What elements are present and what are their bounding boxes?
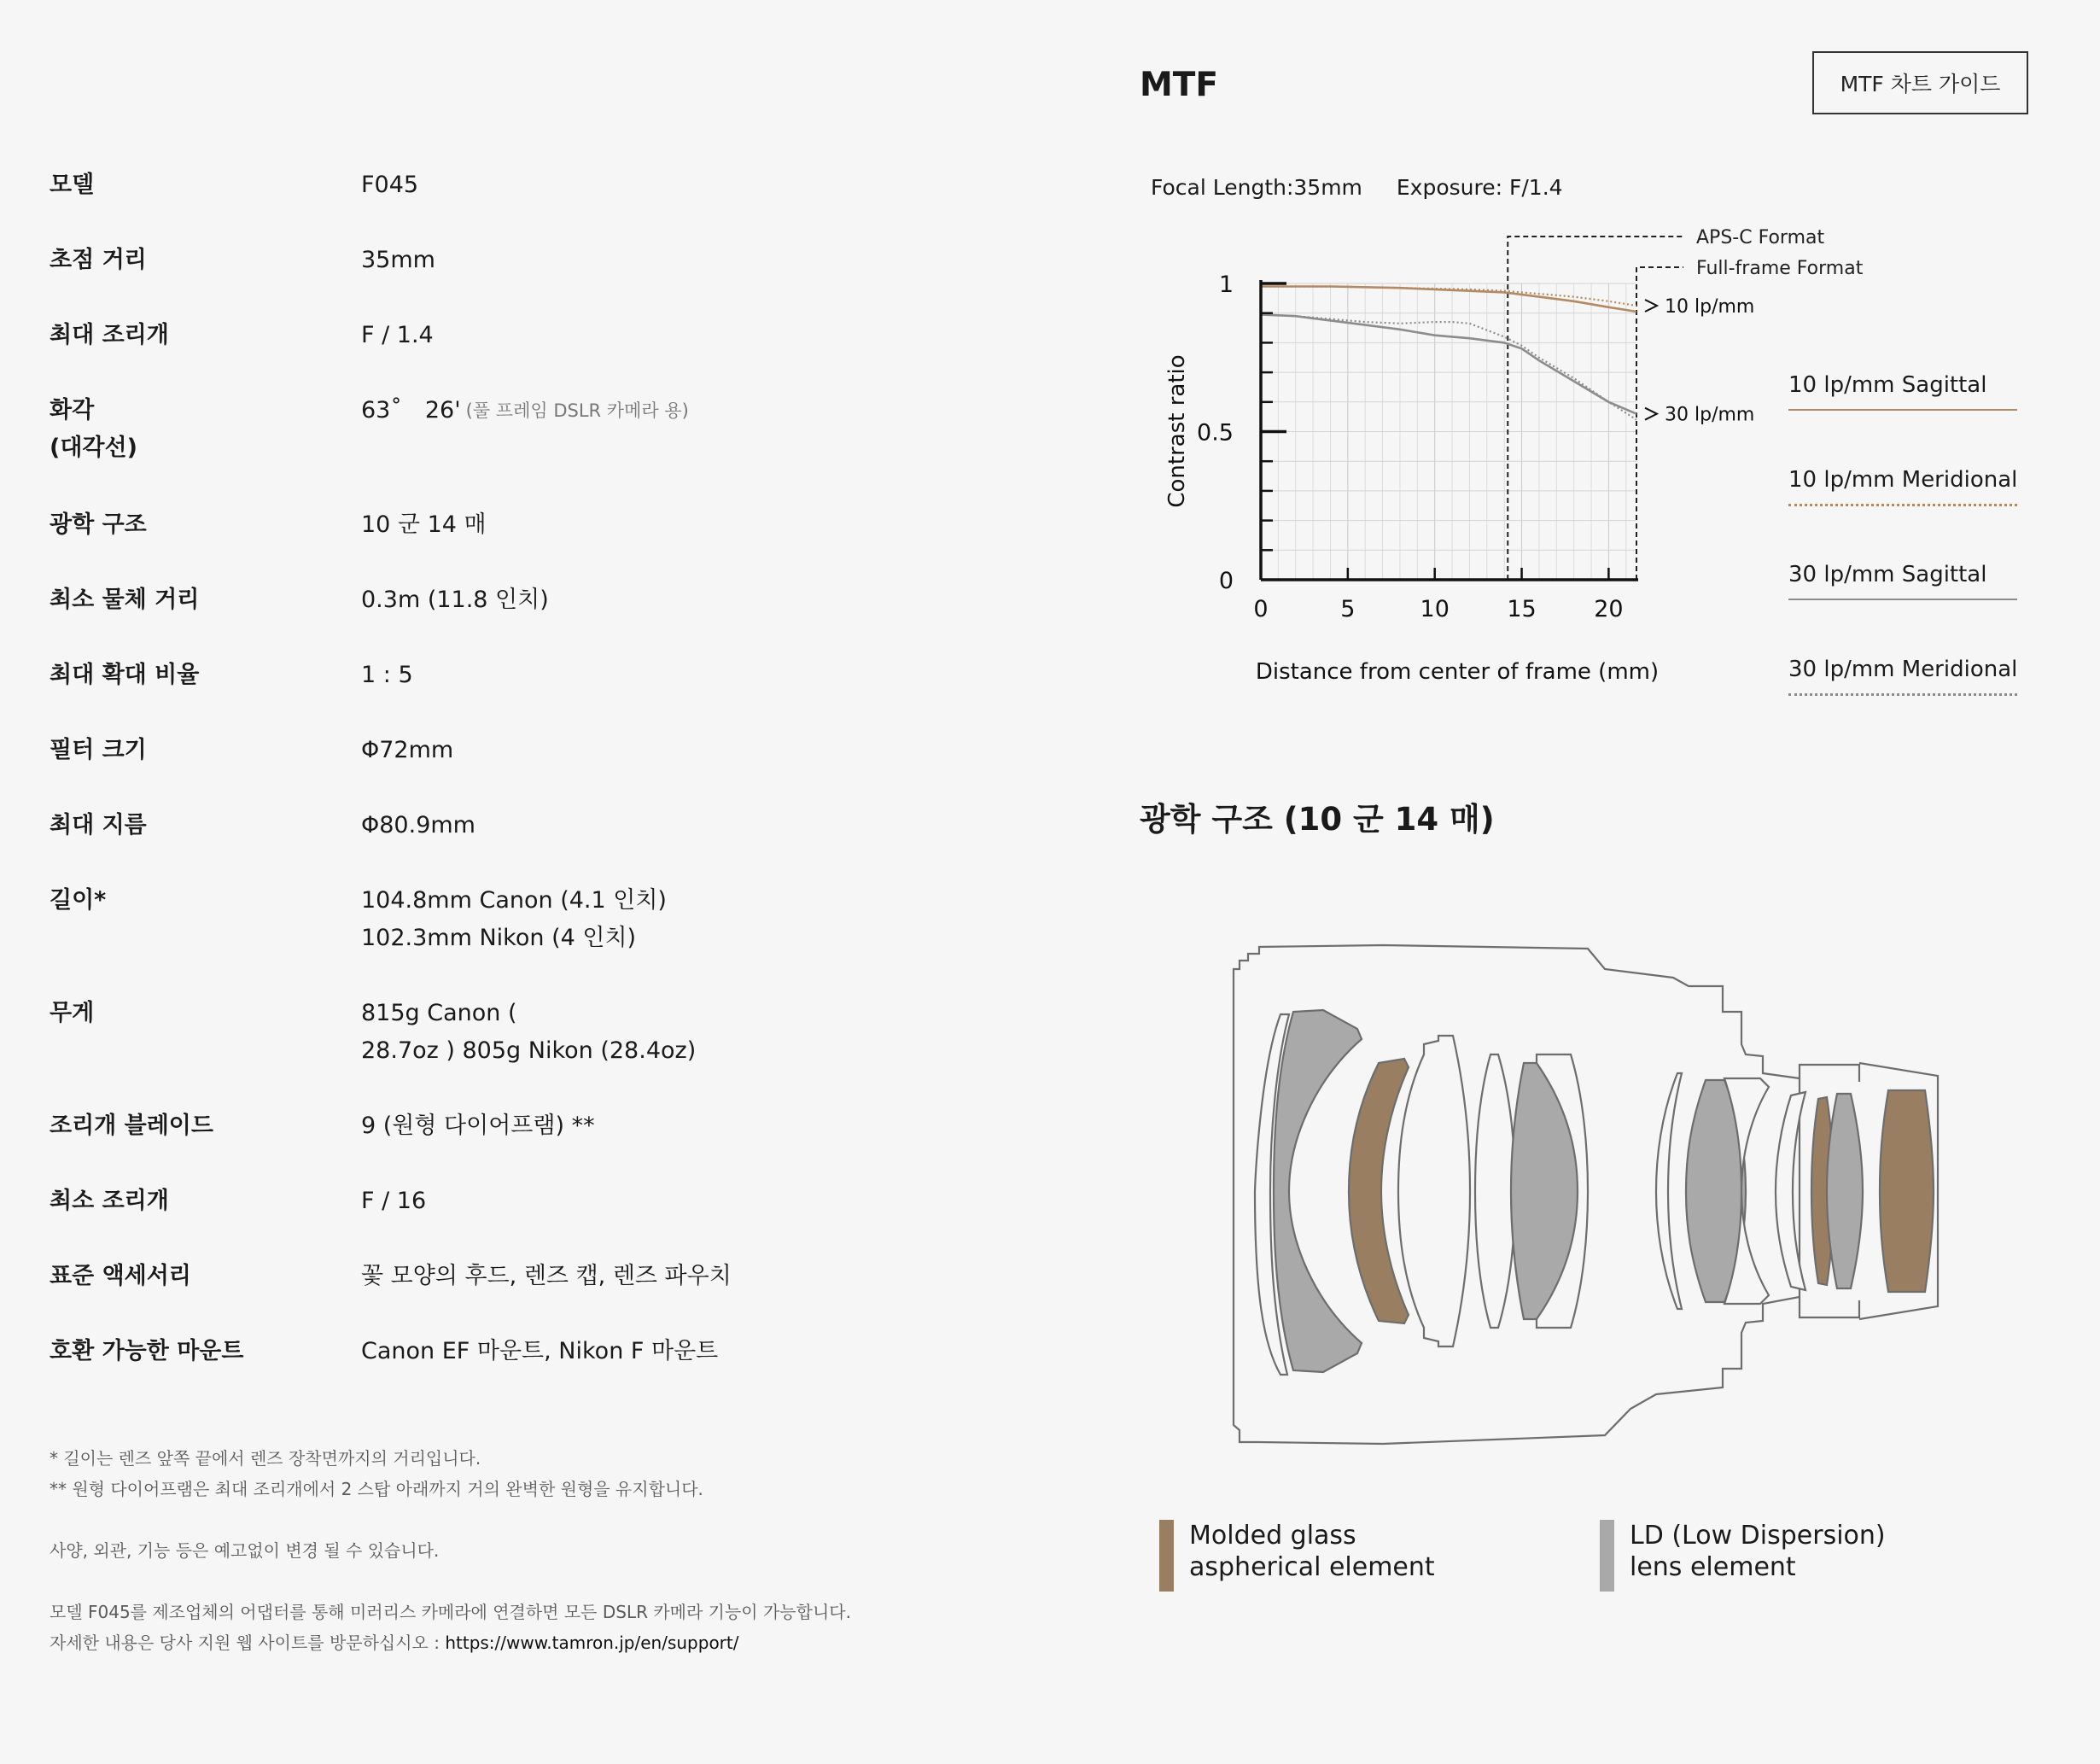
footnote-length: * 길이는 렌즈 앞쪽 끝에서 렌즈 장착면까지의 거리입니다. xyxy=(50,1448,481,1469)
spec-value-text: 104.8mm Canon (4.1 인치) 102.3mm Nikon (4 인치) xyxy=(361,887,667,951)
mtf-series-10-lp-mm-sagittal xyxy=(1261,287,1636,312)
footnote-support xyxy=(50,1627,989,1658)
aps-c-frame-line xyxy=(1508,237,1683,580)
key-molded-swatch xyxy=(1159,1520,1174,1592)
mtf-title: MTF xyxy=(1140,66,1219,104)
y-tick-label: 0 xyxy=(1218,568,1234,594)
lens-element-4 xyxy=(1398,1036,1470,1346)
key-ld-swatch xyxy=(1600,1520,1614,1592)
spec-value-text: Φ72mm xyxy=(361,737,454,763)
x-tick-label: 15 xyxy=(1507,596,1537,622)
legend-line xyxy=(1788,693,2017,696)
footnote-diaphragm: ** 원형 다이어프램은 최대 조리개에서 2 스탑 아래까지 거의 완벽한 원형을 유지합니다. xyxy=(50,1479,703,1499)
legend-item xyxy=(1788,651,2019,746)
spec-value-text: F / 1.4 xyxy=(361,322,434,348)
legend-item xyxy=(1788,557,2019,651)
footnotes xyxy=(50,1443,989,1658)
spec-label: 화각 (대각선) xyxy=(50,397,137,461)
x-tick-label: 10 xyxy=(1420,596,1450,622)
spec-value-text: F045 xyxy=(361,172,419,198)
spec-value-text: 815g Canon ( 28.7oz ) 805g Nikon (28.4oz) xyxy=(361,1000,697,1064)
spec-value-text: 꽃 모양의 후드, 렌즈 캡, 렌즈 파우치 xyxy=(361,1263,732,1289)
spec-label: 광학 구조 xyxy=(50,511,147,538)
ref-10lpmm-label: 10 lp/mm xyxy=(1665,296,1755,318)
full-frame-label: Full-frame Format xyxy=(1696,258,1864,279)
spec-value xyxy=(361,242,1044,279)
legend-label: 30 lp/mm Sagittal xyxy=(1788,562,1987,587)
legend-line xyxy=(1788,504,2017,506)
spec-label: 최대 조리개 xyxy=(50,322,169,348)
spec-label: 필터 크기 xyxy=(50,737,147,763)
spec-value-text: Canon EF 마운트, Nikon F 마운트 xyxy=(361,1338,719,1364)
focal-length-label: Focal Length:35mm xyxy=(1151,175,1362,200)
spec-value xyxy=(361,581,1044,619)
mtf-series-30-lp-mm-meridional xyxy=(1261,314,1636,419)
spec-label: 조리개 블레이드 xyxy=(50,1113,213,1139)
mtf-chart xyxy=(1140,218,1864,704)
aps-c-label: APS-C Format xyxy=(1696,227,1825,248)
legend-label: 30 lp/mm Meridional xyxy=(1788,657,2018,682)
legend-label: 10 lp/mm Meridional xyxy=(1788,467,2018,493)
x-tick-label: 20 xyxy=(1594,596,1624,622)
spec-value-text: 0.3m (11.8 인치) xyxy=(361,587,549,613)
ref-30lpmm-arrow xyxy=(1645,408,1657,420)
spec-value xyxy=(361,506,1044,544)
x-tick-label: 5 xyxy=(1340,596,1356,622)
lens-element-13 xyxy=(1827,1094,1863,1288)
exposure-label: Exposure: F/1.4 xyxy=(1396,175,1563,200)
key-ld-label: LD (Low Dispersion) lens element xyxy=(1630,1521,1886,1582)
spec-value xyxy=(361,995,1044,1070)
spec-value-text: 9 (원형 다이어프램) ** xyxy=(361,1113,595,1139)
spec-value xyxy=(361,882,1044,957)
spec-value xyxy=(361,732,1044,769)
spec-label: 최소 조리개 xyxy=(50,1188,169,1214)
spec-value xyxy=(361,1258,1044,1295)
ref-10lpmm-arrow xyxy=(1645,300,1657,312)
ref-30lpmm-label: 30 lp/mm xyxy=(1665,404,1755,426)
mtf-legend xyxy=(1788,367,2019,746)
footnote-support-text: 자세한 내용은 당사 지원 웹 사이트를 방문하십시오 : xyxy=(50,1633,446,1653)
spec-value xyxy=(361,392,1044,429)
lens-element-11 xyxy=(1776,1092,1805,1290)
footnote-disclaimer: 사양, 외관, 기능 등은 예고없이 변경 될 수 있습니다. xyxy=(50,1540,440,1561)
lens-diagram xyxy=(1229,935,1946,1464)
spec-label: 호환 가능한 마운트 xyxy=(50,1338,244,1364)
spec-label: 초점 거리 xyxy=(50,247,147,273)
footnote-adapter: 모델 F045를 제조업체의 어댑터를 통해 미러리스 카메라에 연결하면 모든 DSLR 카메라 기능이 가능합니다. xyxy=(50,1602,851,1622)
spec-value xyxy=(361,166,1044,204)
x-axis-title: Distance from center of frame (mm) xyxy=(1255,659,1660,685)
spec-value-text: Φ80.9mm xyxy=(361,812,475,838)
lens-element-14 xyxy=(1880,1090,1934,1292)
spec-value xyxy=(361,317,1044,354)
spec-value-text: 35mm xyxy=(361,247,435,273)
y-axis-title: Contrast ratio xyxy=(1164,354,1190,508)
spec-value-text: 63˚ 26' xyxy=(361,397,461,423)
spec-note: (풀 프레임 DSLR 카메라 용) xyxy=(465,400,689,421)
spec-value xyxy=(361,1183,1044,1220)
spec-value-text: F / 16 xyxy=(361,1188,427,1214)
spec-label: 길이* xyxy=(50,887,107,914)
optical-construction-title: 광학 구조 (10 군 14 매) xyxy=(1140,801,1495,838)
y-tick-label: 0.5 xyxy=(1197,419,1234,447)
spec-label: 표준 액세서리 xyxy=(50,1263,191,1289)
lens-element-8 xyxy=(1656,1073,1682,1309)
support-link[interactable]: https://www.tamron.jp/en/support/ xyxy=(445,1633,739,1653)
y-tick-label: 1 xyxy=(1218,272,1234,298)
spec-value-text: 1 : 5 xyxy=(361,662,413,688)
spec-value xyxy=(361,1333,1044,1370)
spec-value xyxy=(361,1107,1044,1145)
spec-label: 최대 확대 비율 xyxy=(50,662,200,688)
legend-line xyxy=(1788,599,2017,600)
mtf-series-30-lp-mm-sagittal xyxy=(1261,314,1636,413)
spec-value xyxy=(361,807,1044,844)
x-tick-label: 0 xyxy=(1253,596,1269,622)
legend-label: 10 lp/mm Sagittal xyxy=(1788,372,1987,398)
spec-label: 최소 물체 거리 xyxy=(50,587,200,613)
spec-value xyxy=(361,657,1044,694)
mtf-guide-button[interactable]: MTF 차트 가이드 xyxy=(1812,51,2028,114)
mtf-conditions xyxy=(1151,171,1563,205)
lens-element-5 xyxy=(1475,1054,1515,1328)
spec-label: 최대 지름 xyxy=(50,812,147,838)
legend-line xyxy=(1788,409,2017,411)
legend-item xyxy=(1788,462,2019,557)
spec-value-text: 10 군 14 매 xyxy=(361,511,487,538)
spec-label: 무게 xyxy=(50,1000,95,1026)
key-molded-label: Molded glass aspherical element xyxy=(1189,1521,1435,1582)
spec-label: 모델 xyxy=(50,172,95,198)
legend-item xyxy=(1788,367,2019,462)
